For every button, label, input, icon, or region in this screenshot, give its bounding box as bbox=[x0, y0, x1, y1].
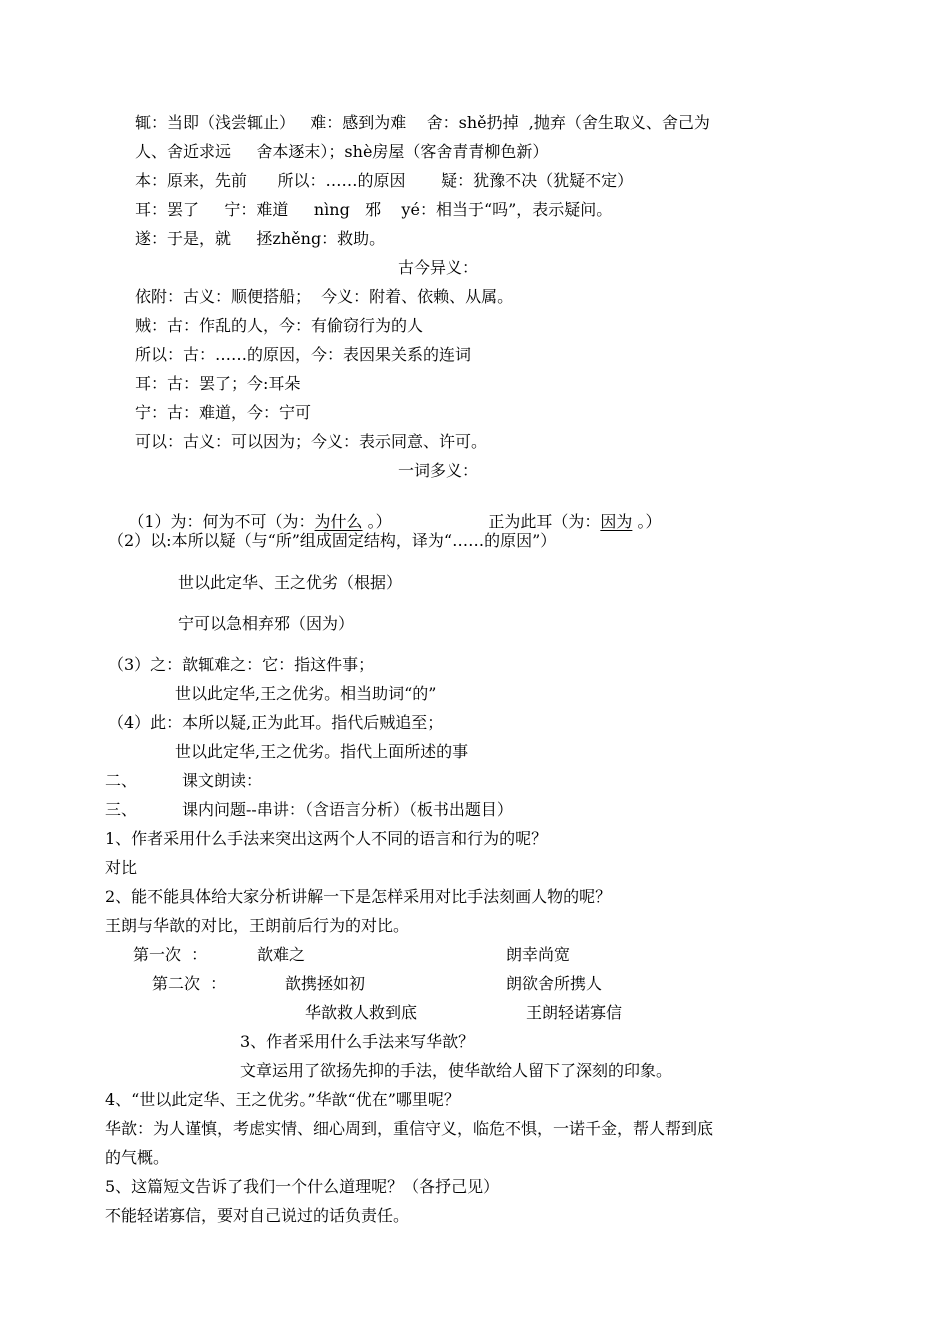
comparison-conclusion-wang: 王朗轻诺寡信 bbox=[526, 1003, 623, 1022]
question-2: 2、能不能具体给大家分析讲解一下是怎样采用对比手法刻画人物的呢？ bbox=[105, 887, 612, 906]
ancient-modern-line-6: 可以：古义：可以因为；今义：表示同意、许可。 bbox=[135, 432, 488, 451]
answer-2: 王朗与华歆的对比，王朗前后行为的对比。 bbox=[105, 916, 410, 935]
polysemy-3-example: 世以此定华,王之优劣。相当助词“的” bbox=[175, 684, 437, 703]
question-3: 3、作者采用什么手法来写华歆？ bbox=[240, 1032, 475, 1051]
answer-wei-shen-me: 为什么 bbox=[314, 512, 363, 531]
comparison-second-label: 第二次 ： bbox=[152, 974, 227, 993]
polysemy-4-example: 世以此定华,王之优劣。指代上面所述的事 bbox=[175, 742, 469, 761]
heading-ancient-modern: 古今异义： bbox=[398, 258, 479, 277]
polysemy-item-2: （2）以:本所以疑（与“所”组成固定结构，译为“……的原因”） bbox=[108, 531, 557, 550]
vocab-line-3: 本：原来，先前 所以：……的原因 疑：犹豫不决（犹疑不定） bbox=[135, 171, 634, 190]
vocab-line-2: 人、舍近求远 舍本逐末）；shè房屋（客舍青青柳色新） bbox=[135, 142, 549, 161]
polysemy-2-example-1: 世以此定华、王之优劣（根据） bbox=[178, 573, 403, 592]
vocab-line-4: 耳：罢了 宁：难道 nìng 邪 yé：相当于“吗”，表示疑问。 bbox=[135, 200, 613, 219]
section-three-title: 课内问题--串讲：（含语言分析）（板书出题目） bbox=[182, 800, 513, 819]
heading-polysemy: 一词多义： bbox=[398, 461, 479, 480]
polysemy-1-part-d: 正为此耳（为： bbox=[488, 512, 601, 531]
vocab-line-5: 遂：于是，就 拯zhěng：救助。 bbox=[135, 229, 386, 248]
section-two-title: 课文朗读： bbox=[182, 771, 263, 790]
section-three-number: 三、 bbox=[105, 800, 138, 819]
polysemy-item-4: （4）此：本所以疑,正为此耳。指代后贼追至； bbox=[108, 713, 444, 732]
section-two-number: 二、 bbox=[105, 771, 138, 790]
comparison-first-label: 第一次 ： bbox=[133, 945, 208, 964]
answer-yin-wei: 因为 bbox=[600, 512, 633, 531]
polysemy-item-3: （3）之：歆辄难之：它：指这件事； bbox=[108, 655, 375, 674]
answer-5: 不能轻诺寡信，要对自己说过的话负责任。 bbox=[105, 1206, 410, 1225]
polysemy-1-part-c: 。） bbox=[362, 512, 392, 531]
answer-3: 文章运用了欲扬先抑的手法，使华歆给人留下了深刻的印象。 bbox=[240, 1061, 673, 1080]
ancient-modern-line-2: 贼：古：作乱的人，今：有偷窃行为的人 bbox=[135, 316, 424, 335]
comparison-first-hua: 歆难之 bbox=[257, 945, 306, 964]
answer-4-line-1: 华歆：为人谨慎，考虑实情、细心周到，重信守义，临危不惧，一诺千金，帮人帮到底 bbox=[105, 1119, 714, 1138]
comparison-first-wang: 朗幸尚宽 bbox=[506, 945, 571, 964]
polysemy-2-example-2: 宁可以急相弃邪（因为） bbox=[178, 614, 355, 633]
vocab-line-1: 辄：当即（浅尝辄止） 难：感到为难 舍：shě扔掉 ,抛弃（舍生取义、舍己为 bbox=[135, 113, 710, 132]
ancient-modern-line-5: 宁：古：难道，今：宁可 bbox=[135, 403, 312, 422]
ancient-modern-line-1: 依附：古义：顺便搭船； 今义：附着、依赖、从属。 bbox=[135, 287, 514, 306]
comparison-conclusion-hua: 华歆救人救到底 bbox=[305, 1003, 418, 1022]
ancient-modern-line-3: 所以：古：……的原因，今：表因果关系的连词 bbox=[135, 345, 472, 364]
answer-1: 对比 bbox=[105, 858, 138, 877]
polysemy-1-part-f: 。） bbox=[632, 512, 662, 531]
question-4: 4、“世以此定华、王之优劣。”华歆“优在”哪里呢？ bbox=[105, 1090, 460, 1109]
ancient-modern-line-4: 耳：古：罢了；今:耳朵 bbox=[135, 374, 301, 393]
polysemy-1-part-a: （1）为：何为不可（为： bbox=[128, 512, 315, 531]
question-5: 5、这篇短文告诉了我们一个什么道理呢？（各抒己见） bbox=[105, 1177, 500, 1196]
answer-4-line-2: 的气概。 bbox=[105, 1148, 170, 1167]
question-1: 1、作者采用什么手法来突出这两个人不同的语言和行为的呢？ bbox=[105, 829, 548, 848]
comparison-second-hua: 歆携拯如初 bbox=[285, 974, 366, 993]
comparison-second-wang: 朗欲舍所携人 bbox=[506, 974, 603, 993]
